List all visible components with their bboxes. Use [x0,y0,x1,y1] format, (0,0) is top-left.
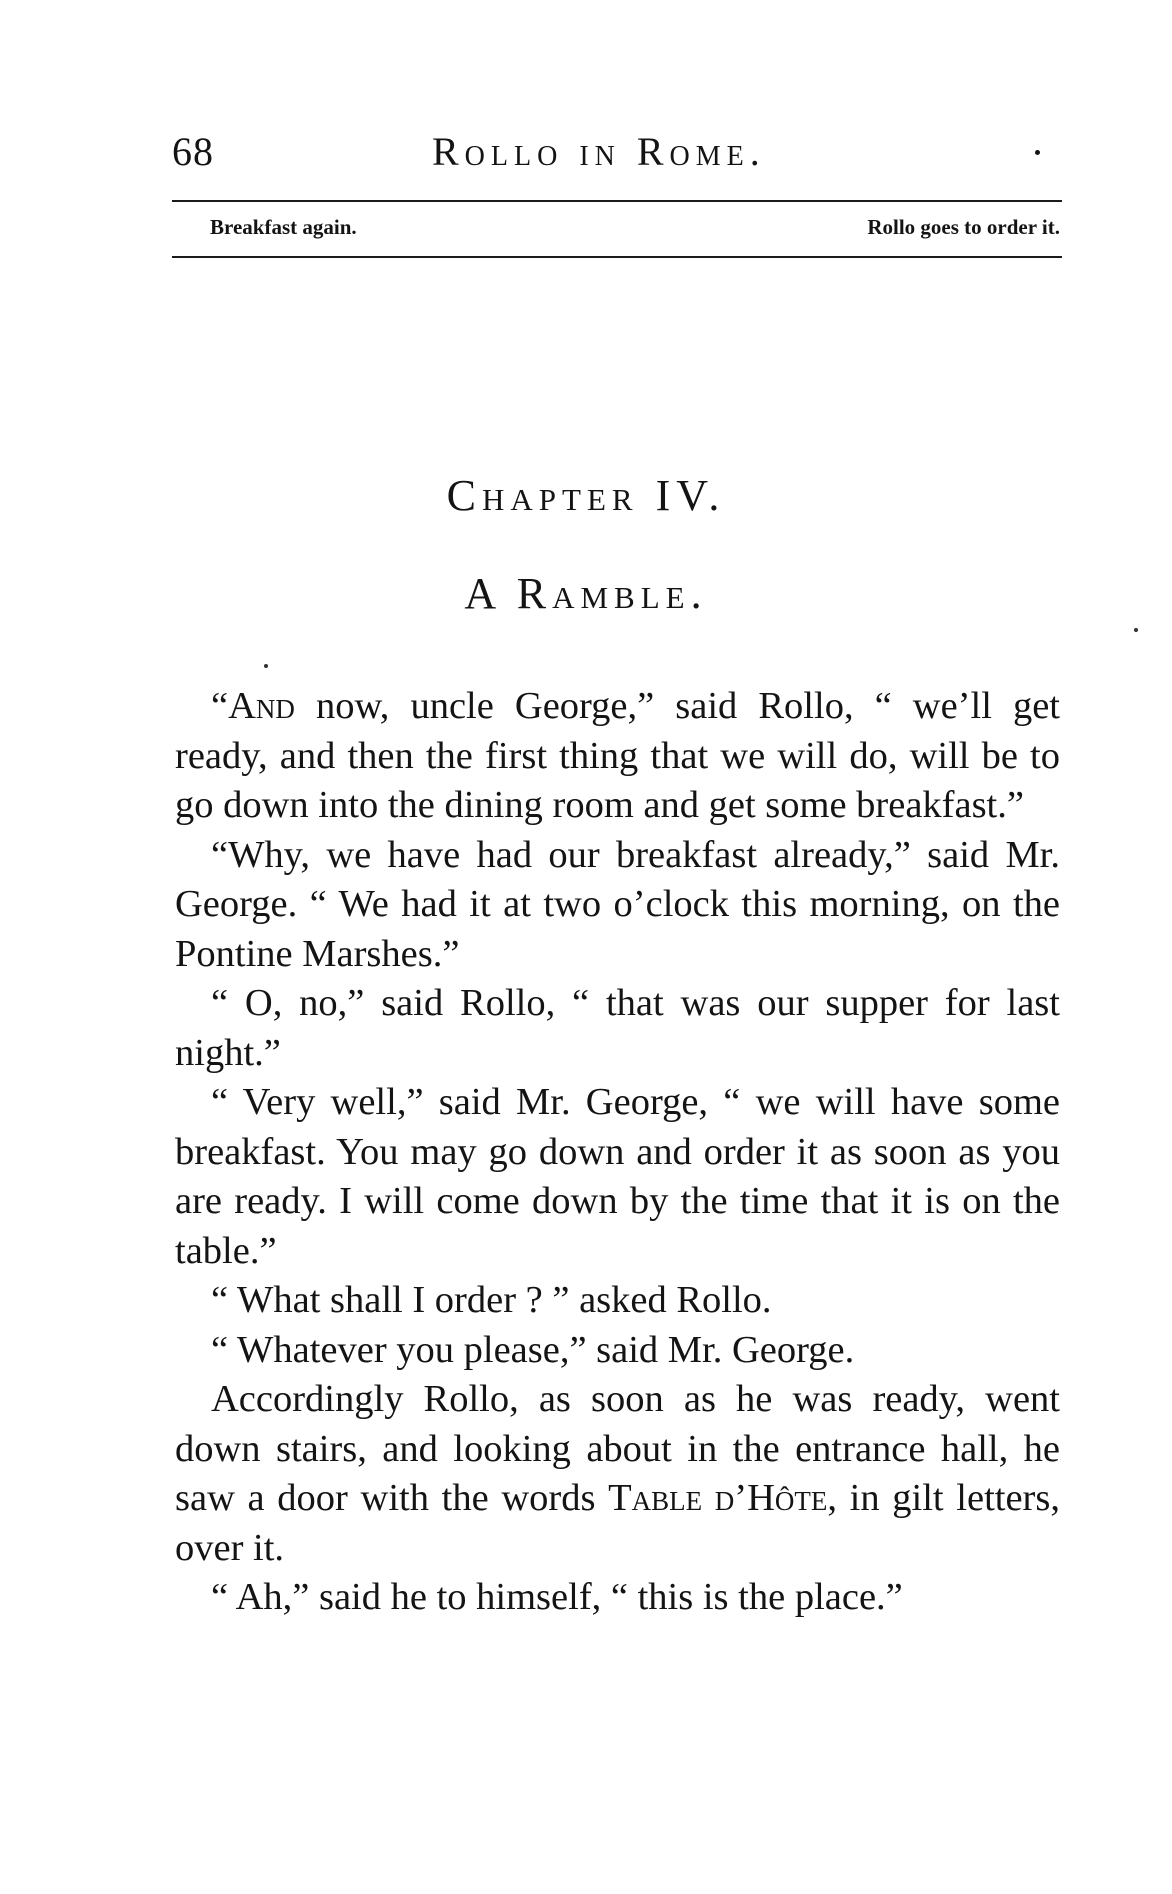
side-headline-left: Breakfast again. [210,215,357,239]
running-head [172,128,1062,188]
paragraph [175,682,1060,831]
stray-ink-mark [264,664,268,668]
header-rule-top [172,200,1062,202]
page-number: 68 [172,129,214,174]
paragraph: “ What shall I order ? ” asked Rollo. [211,1279,772,1321]
paragraph [175,1375,1060,1573]
paragraph: “Why, we have had our breakfast already,” said Mr. George. “ We had it at two o’clock this morning, on the Pontine Marshes.” [175,833,1060,975]
sign-text: Table d’Hôte [608,1477,828,1519]
paragraph: “ O, no,” said Rollo, “ that was our supper for last night.” [175,982,1060,1074]
stray-ink-mark [1134,628,1138,632]
paragraph: “ Whatever you please,” said Mr. George. [211,1328,855,1371]
paragraph: “ Ah,” said he to himself, “ this is the place.” [211,1576,903,1618]
header-rule-bottom [172,256,1062,258]
paragraph-text: , in gilt letters, over it. [175,1477,1060,1569]
chapter-number: Chapter IV. [446,471,726,520]
side-headline-right: Rollo goes to order it. [867,215,1060,239]
paragraph-lead-word: “And [211,685,295,727]
paragraph-text: now, uncle George,” said Rollo, “ we’ll get ready, and then the first thing that we will do, will be to go down into the dining room and get some breakfast.” [175,685,1060,826]
running-title: Rollo in Rome. [432,129,766,174]
chapter-title: A Ramble. [464,569,708,618]
ornament-dot [1035,150,1040,155]
chapter-text [175,682,1060,1623]
paragraph-text: Accordingly Rollo, as soon as he was ready, went down stairs, and looking about in the entrance hall, he saw a door with the words [175,1378,1060,1519]
paragraph: “ Very well,” said Mr. George, “ we will have some breakfast. You may go down and order it as soon as you are ready. I will come down by the time that it is on the table.” [175,1081,1060,1272]
